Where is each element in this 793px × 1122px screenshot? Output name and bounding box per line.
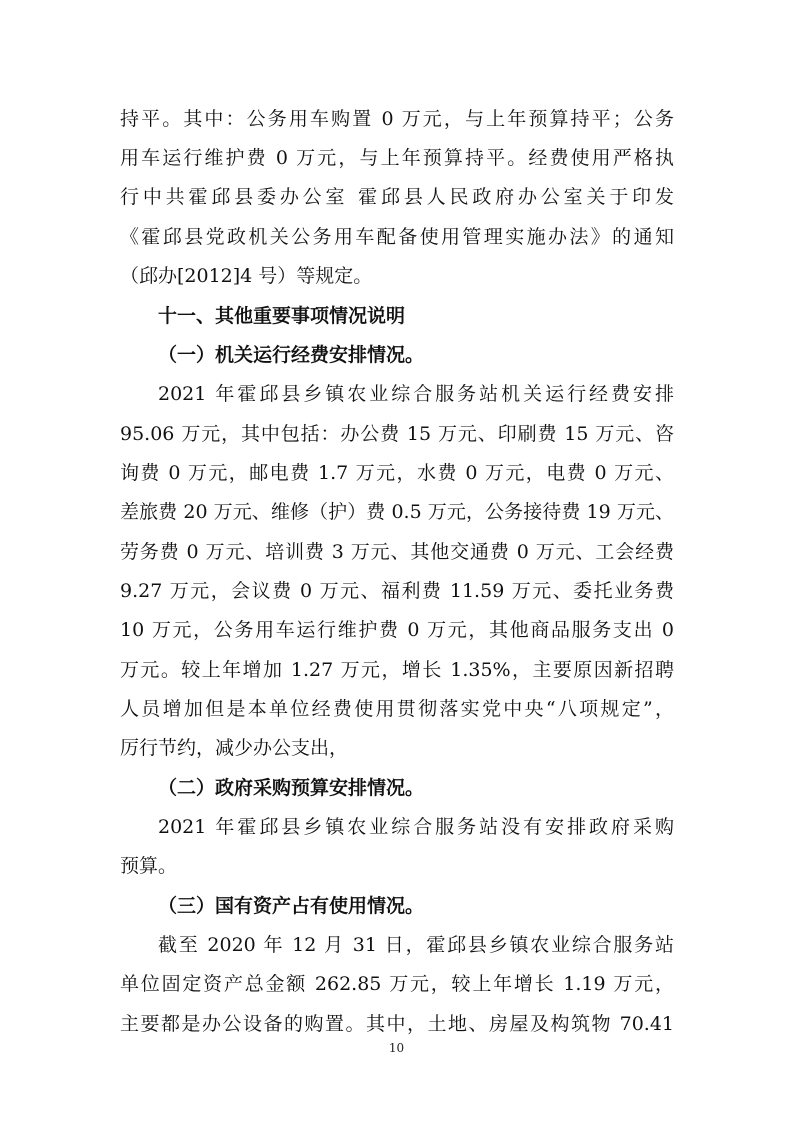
paragraph-line: 2021 年霍邱县乡镇农业综合服务站没有安排政府采购	[158, 816, 674, 838]
paragraph-line: 人员增加但是本单位经费使用贯彻落实党中央“八项规定”，	[120, 698, 674, 720]
paragraph-line: 用车运行维护费 0 万元，与上年预算持平。经费使用严格执	[120, 147, 674, 169]
paragraph-line: 差旅费 20 万元、维修（护）费 0.5 万元，公务接待费 19 万元、	[120, 501, 674, 523]
paragraph-line: 95.06 万元，其中包括：办公费 15 万元、印刷费 15 万元、咨	[120, 423, 674, 445]
paragraph-line: 9.27 万元，会议费 0 万元、福利费 11.59 万元、委托业务费	[120, 580, 674, 602]
section-heading: 十一、其他重要事项情况说明	[158, 305, 406, 327]
paragraph-line: 万元。较上年增加 1.27 万元，增长 1.35%，主要原因新招聘	[120, 659, 674, 681]
paragraph-line: 主要都是办公设备的购置。其中，土地、房屋及构筑物 70.41	[120, 1013, 674, 1035]
paragraph-line: 10 万元，公务用车运行维护费 0 万元，其他商品服务支出 0	[120, 619, 674, 641]
subsection-heading: （二）政府采购预算安排情况。	[158, 777, 425, 799]
paragraph-line: 《霍邱县党政机关公务用车配备使用管理实施办法》的通知	[120, 226, 674, 248]
paragraph-line: 截至 2020 年 12 月 31 日，霍邱县乡镇农业综合服务站	[158, 934, 674, 956]
paragraph-line: 单位固定资产总金额 262.85 万元，较上年增长 1.19 万元，	[120, 973, 674, 995]
paragraph-line: 持平。其中：公务用车购置 0 万元，与上年预算持平；公务	[120, 108, 674, 130]
paragraph-line: 询费 0 万元，邮电费 1.7 万元，水费 0 万元，电费 0 万元、	[120, 462, 674, 484]
subsection-heading: （一）机关运行经费安排情况。	[158, 344, 425, 366]
paragraph-line: 劳务费 0 万元、培训费 3 万元、其他交通费 0 万元、工会经费	[120, 541, 674, 563]
paragraph-line: 2021 年霍邱县乡镇农业综合服务站机关运行经费安排	[158, 383, 674, 405]
paragraph-line: 行中共霍邱县委办公室 霍邱县人民政府办公室关于印发	[120, 186, 674, 208]
paragraph-line: 厉行节约，减少办公支出，	[120, 737, 349, 759]
paragraph-line: （邱办[2012]4 号）等规定。	[120, 265, 373, 287]
page-number: 10	[388, 1041, 405, 1055]
subsection-heading: （三）国有资产占有使用情况。	[158, 895, 425, 917]
paragraph-line: 预算。	[120, 855, 178, 877]
